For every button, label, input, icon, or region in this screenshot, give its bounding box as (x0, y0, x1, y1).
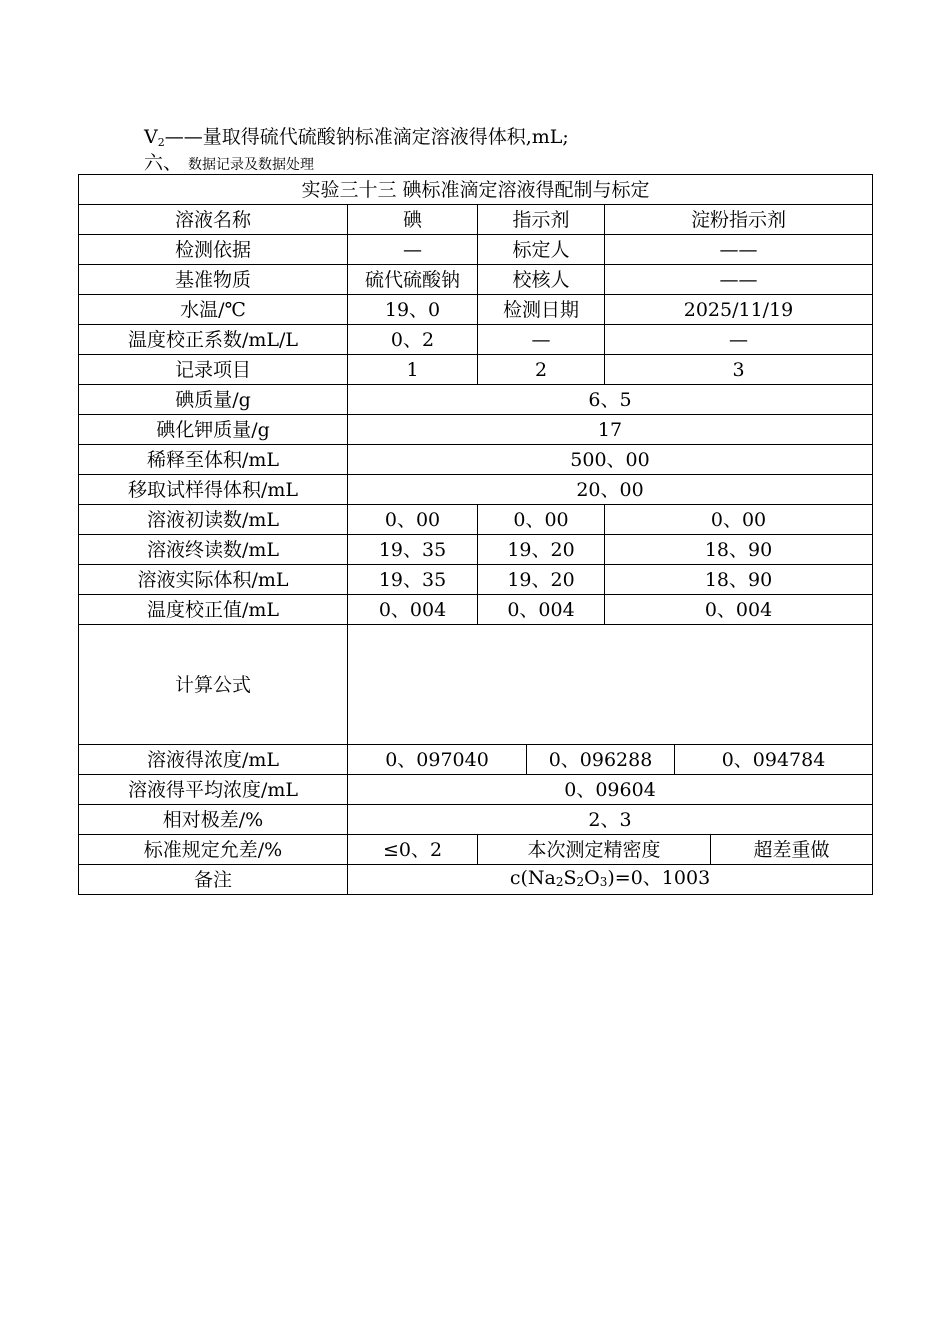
remark-prefix: c(Na (509, 866, 556, 889)
remark-suffix: )=0、1003 (607, 866, 711, 889)
checker-value: —— (605, 265, 873, 295)
final-reading-value: 18、90 (605, 535, 873, 565)
temp-coef-value: 0、2 (348, 325, 478, 355)
table-row (79, 445, 873, 475)
water-temp-label: 水温/℃ (79, 295, 348, 325)
table-row (79, 565, 873, 595)
variable-symbol: V (144, 126, 158, 148)
concentration-label: 溶液得浓度/mL (79, 745, 348, 775)
table-row (79, 475, 873, 505)
sample-volume-label: 移取试样得体积/mL (79, 475, 348, 505)
table-row (79, 595, 873, 625)
section-heading (144, 152, 314, 176)
dilute-label: 稀释至体积/mL (79, 445, 348, 475)
remark-element: O (584, 866, 600, 889)
data-record-table (78, 174, 873, 895)
temp-correction-value: 0、004 (348, 595, 478, 625)
temp-coef-blank: — (478, 325, 605, 355)
table-row (79, 745, 873, 775)
table-row (79, 505, 873, 535)
variable-definition-line (144, 126, 569, 154)
table-row (79, 325, 873, 355)
table-row (79, 865, 873, 895)
remark-element: S (563, 866, 577, 889)
record-item: 2 (478, 355, 605, 385)
final-reading-value: 19、20 (478, 535, 605, 565)
initial-reading-value: 0、00 (605, 505, 873, 535)
table-row (79, 775, 873, 805)
formula-label: 计算公式 (79, 625, 348, 745)
temp-coef-blank: — (605, 325, 873, 355)
table-row (79, 625, 873, 745)
precision-value: 超差重做 (711, 835, 873, 865)
ki-mass-label: 碘化钾质量/g (79, 415, 348, 445)
test-date-label: 检测日期 (478, 295, 605, 325)
relative-range-label: 相对极差/% (79, 805, 348, 835)
iodine-mass-label: 碘质量/g (79, 385, 348, 415)
solution-name-label: 溶液名称 (79, 205, 348, 235)
concentration-value: 0、096288 (527, 745, 675, 775)
tolerance-label: 标准规定允差/% (79, 835, 348, 865)
final-reading-value: 19、35 (348, 535, 478, 565)
ki-mass-value: 17 (348, 415, 873, 445)
table-row (79, 835, 873, 865)
final-reading-label: 溶液终读数/mL (79, 535, 348, 565)
remark-subscript: 2 (555, 874, 564, 889)
table-row (79, 535, 873, 565)
section-title: 数据记录及数据处理 (188, 157, 315, 173)
test-date-value: 2025/11/19 (605, 295, 873, 325)
average-concentration-label: 溶液得平均浓度/mL (79, 775, 348, 805)
dilute-value: 500、00 (348, 445, 873, 475)
record-item: 1 (348, 355, 478, 385)
temp-coef-label: 温度校正系数/mL/L (79, 325, 348, 355)
section-number: 六、 (144, 152, 183, 174)
initial-reading-value: 0、00 (348, 505, 478, 535)
table-title: 实验三十三 碘标准滴定溶液得配制与标定 (79, 175, 873, 205)
reference-label: 基准物质 (79, 265, 348, 295)
temp-correction-value: 0、004 (478, 595, 605, 625)
calibrator-value: —— (605, 235, 873, 265)
table-row (79, 295, 873, 325)
checker-label: 校核人 (478, 265, 605, 295)
sample-volume-value: 20、00 (348, 475, 873, 505)
table-row (79, 235, 873, 265)
initial-reading-value: 0、00 (478, 505, 605, 535)
formula-value (348, 625, 873, 745)
table-row (79, 355, 873, 385)
actual-volume-label: 溶液实际体积/mL (79, 565, 348, 595)
actual-volume-value: 19、35 (348, 565, 478, 595)
reference-value: 硫代硫酸钠 (348, 265, 478, 295)
tolerance-value: ≤0、2 (348, 835, 478, 865)
concentration-value: 0、097040 (348, 745, 527, 775)
water-temp-value: 19、0 (348, 295, 478, 325)
basis-label: 检测依据 (79, 235, 348, 265)
relative-range-value: 2、3 (348, 805, 873, 835)
indicator-value: 淀粉指示剂 (605, 205, 873, 235)
table-row (79, 175, 873, 205)
table-row (79, 265, 873, 295)
remark-subscript: 3 (599, 874, 608, 889)
table-row (79, 805, 873, 835)
table-row (79, 415, 873, 445)
remark-label: 备注 (79, 865, 348, 895)
temp-correction-label: 温度校正值/mL (79, 595, 348, 625)
temp-correction-value: 0、004 (605, 595, 873, 625)
precision-label: 本次测定精密度 (478, 835, 711, 865)
average-concentration-value: 0、09604 (348, 775, 873, 805)
initial-reading-label: 溶液初读数/mL (79, 505, 348, 535)
solution-name-value: 碘 (348, 205, 478, 235)
remark-subscript: 2 (576, 874, 585, 889)
table-row (79, 385, 873, 415)
basis-value: — (348, 235, 478, 265)
variable-subscript: 2 (157, 136, 165, 149)
actual-volume-value: 19、20 (478, 565, 605, 595)
calibrator-label: 标定人 (478, 235, 605, 265)
iodine-mass-value: 6、5 (348, 385, 873, 415)
indicator-label: 指示剂 (478, 205, 605, 235)
table-row (79, 205, 873, 235)
variable-description: ——量取得硫代硫酸钠标准滴定溶液得体积,mL; (164, 126, 569, 148)
concentration-value: 0、094784 (675, 745, 873, 775)
remark-value (348, 865, 873, 895)
actual-volume-value: 18、90 (605, 565, 873, 595)
record-label: 记录项目 (79, 355, 348, 385)
record-item: 3 (605, 355, 873, 385)
